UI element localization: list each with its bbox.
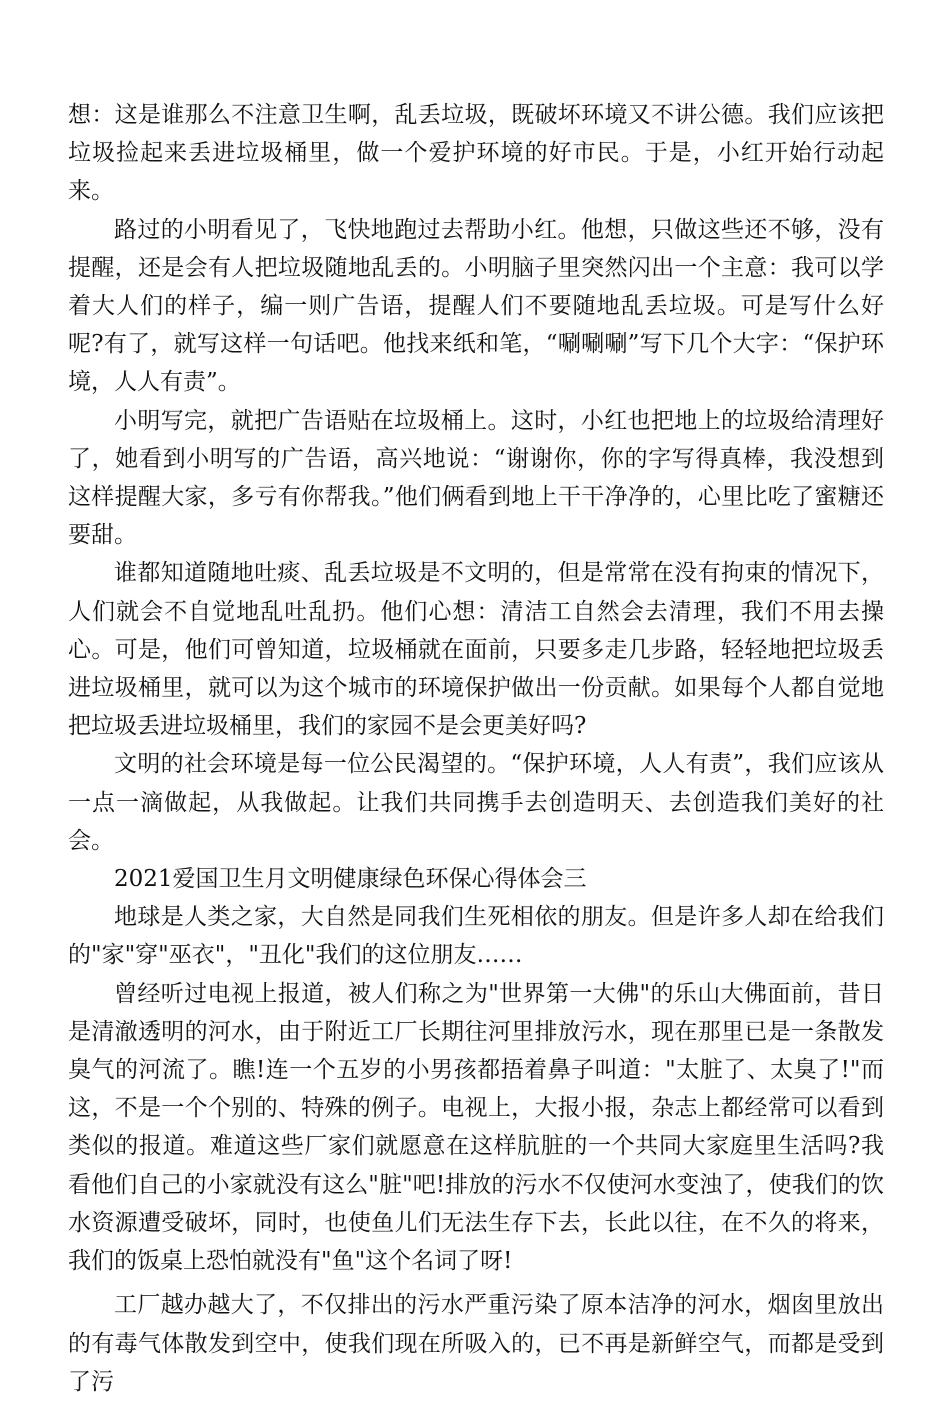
paragraph: 谁都知道随地吐痰、乱丢垃圾是不文明的，但是常常在没有拘束的情况下，人们就会不自觉地乱吐乱扔。他们心想：清洁工自然会去清理，我们不用去操心。可是，他们可曾知道，垃圾桶就在面前，只要多走几步路，轻轻地把垃圾丢进垃圾桶里，就可以为这个城市的环境保护做出一份贡献。如果每个人都自觉地把垃圾丢进垃圾桶里，我们的家园不是会更美好吗? bbox=[68, 560, 884, 740]
paragraph: 路过的小明看见了，飞快地跑过去帮助小红。他想，只做这些还不够，没有提醒，还是会有人把垃圾随地乱丢的。小明脑子里突然闪出一个主意：我可以学着大人们的样子，编一则广告语，提醒人们不要随地乱丢垃圾。可是写什么好呢?有了，就写这样一句话吧。他找来纸和笔，“唰唰唰”写下几个大字：“保护环境，人人有责”。 bbox=[68, 216, 884, 396]
paragraph: 小明写完，就把广告语贴在垃圾桶上。这时，小红也把地上的垃圾给清理好了，她看到小明写的广告语，高兴地说：“谢谢你，你的字写得真棒，我没想到这样提醒大家，多亏有你帮我。”他们俩看到地上干干净净的，心里比吃了蜜糖还要甜。 bbox=[68, 407, 884, 549]
paragraph-continuation: 想：这是谁那么不注意卫生啊，乱丢垃圾，既破坏环境又不讲公德。我们应该把垃圾捡起来丢进垃圾桶里，做一个爱护环境的好市民。于是，小红开始行动起来。 bbox=[68, 102, 884, 205]
paragraph: 工厂越办越大了，不仅排出的污水严重污染了原本洁净的河水，烟囱里放出的有毒气体散发到空中，使我们现在所吸入的，已不再是新鲜空气，而都是受到了污 bbox=[68, 1292, 884, 1395]
document-page bbox=[68, 96, 884, 1401]
section-heading: 2021爱国卫生月文明健康绿色环保心得体会三 bbox=[114, 866, 587, 893]
paragraph: 曾经听过电视上报道，被人们称之为"世界第一大佛"的乐山大佛面前，昔日是清澈透明的河水，由于附近工厂长期往河里排放污水，现在那里已是一条散发臭气的河流了。瞧!连一个五岁的小男孩都捂着鼻子叫道："太脏了、太臭了!"而这，不是一个个别的、特殊的例子。电视上，大报小报，杂志上都经常可以看到类似的报道。难道这些厂家们就愿意在这样肮脏的一个共同大家庭里生活吗?我看他们自己的小家就没有这么"脏"吧!排放的污水不仅使河水变浊了，使我们的饮水资源遭受破坏，同时，也使鱼儿们无法生存下去，长此以往，在不久的将来，我们的饭桌上恐怕就没有"鱼"这个名词了呀! bbox=[68, 980, 884, 1275]
paragraph: 地球是人类之家，大自然是同我们生死相依的朋友。但是许多人却在给我们的"家"穿"巫衣"，"丑化"我们的这位朋友…… bbox=[68, 904, 884, 969]
paragraph: 文明的社会环境是每一位公民渴望的。“保护环境，人人有责”，我们应该从一点一滴做起，从我做起。让我们共同携手去创造明天、去创造我们美好的社会。 bbox=[68, 751, 884, 854]
